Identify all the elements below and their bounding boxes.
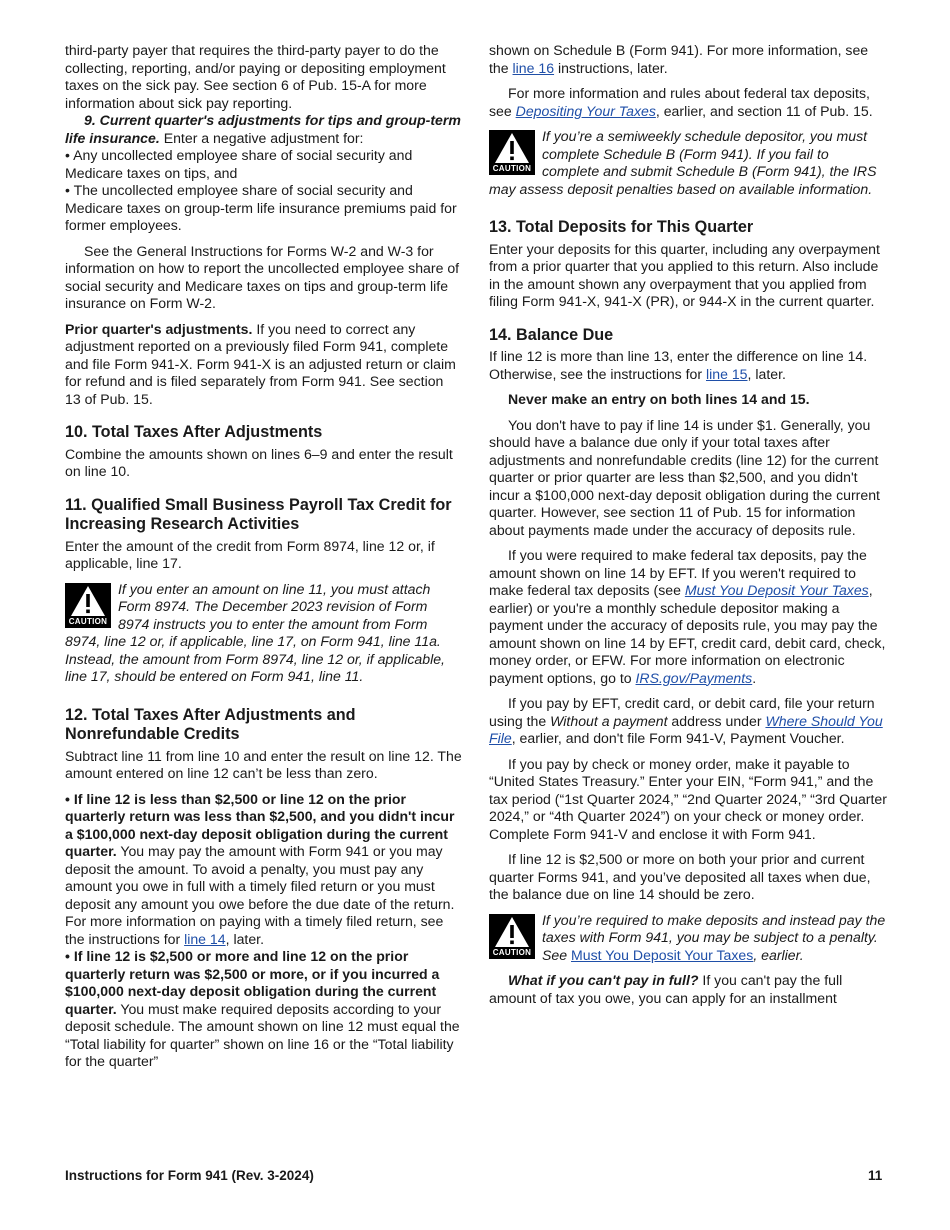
caution-icon [489, 130, 535, 175]
bullet-bold: If line 12 is $2,500 or more and line 12 on the prior quarterly return was $2,500 or more, or if you incurred a $100,000 next-day deposit obligation during the current quarter. [65, 948, 440, 1017]
line-11-paragraph: Enter the amount of the credit from Form 8974, line 12 or, if applicable, line 17. [65, 537, 435, 571]
caution-text: If you’re required to make deposits and instead pay the taxes with Form 941, you may be subject to a penalty. See [542, 911, 886, 963]
heading-line-13: 13. Total Deposits for This Quarter [489, 218, 754, 236]
depositing-your-taxes-link[interactable]: Depositing Your Taxes [515, 102, 656, 119]
deposit-rules-paragraph [489, 85, 887, 120]
caution-label: CAUTION [68, 616, 108, 626]
right-column [489, 42, 887, 1007]
check-payment-paragraph: If you pay by check or money order, make it payable to “United States Treasury.” Enter your EIN, “Form 941,” and the tax period (“1st Quarter 2024,” “2nd Quarter 2024,” “3rd Quarter 2024,” or “4th Quarter 2024”) on your check or money order. Complete Form 941-V and enclose it with Form 941. [489, 755, 887, 842]
text: . [752, 669, 757, 686]
never-entry-note: Never make an entry on both lines 14 and 15. [508, 391, 810, 407]
bullet-item [65, 791, 462, 949]
prior-quarter-title: Prior quarter's adjustments. [65, 320, 253, 337]
caution-icon [65, 583, 111, 628]
caution-text: If you’re a semiweekly schedule depositor, you must complete Schedule B (Form 941). If you fail to complete and submit Schedule B (Form 941), the IRS may assess deposit penalties based on available information. [489, 128, 877, 197]
bullet-text: The uncollected employee share of social security and Medicare taxes on group-term life insurance premiums paid for former employees. [65, 182, 457, 233]
text: If you were required to make federal tax deposits, pay the amount shown on line 14 by EFT. If you weren't required to make federal tax deposits (see [489, 547, 867, 598]
see-general-instructions: See the General Instructions for Forms W-2 and W-3 for information on how to report the uncollected employee share of social security and Medicare taxes on tips and group-term life insurance on Form W-2. [65, 242, 460, 311]
line-13-paragraph: Enter your deposits for this quarter, including any overpayment from a prior quarter that you applied to this return. Also include in the amount shown any overpayment that you applied from filing Form 941-X, 941-X (PR), or 944-X in the current quarter. [489, 240, 880, 309]
must-you-deposit-link[interactable]: Must You Deposit Your Taxes [684, 582, 869, 598]
under-one-dollar-paragraph: You don't have to pay if line 14 is under $1. Generally, you should have a balance due only if your total taxes after adjustments and nonrefundable credits (line 12) for the current quarter or prior quarter are less than $2,500, and you didn't incur a $100,000 next-day deposit obligation during the current quarter. However, see section 11 of Pub. 15 for information about payments made under the accuracy of deposits rule. [489, 416, 880, 538]
eft-paragraph [489, 547, 887, 687]
left-column [65, 42, 462, 1071]
text: If you pay by EFT, credit card, or debit card, file your return using the [489, 695, 875, 729]
caution-label: CAUTION [492, 947, 532, 957]
without-payment-text: Without a payment [550, 712, 668, 729]
bullet-item [65, 182, 462, 235]
text: If line 12 is more than line 13, enter the difference on line 14. Otherwise, see the instructions for [489, 348, 868, 382]
bullet-icon: • [65, 790, 70, 807]
pay-in-full-paragraph [489, 972, 887, 1007]
bullet-icon: • [65, 147, 70, 163]
item-9-paragraph [65, 112, 462, 147]
schedule-b-paragraph [489, 42, 887, 77]
heading-line-12: 12. Total Taxes After Adjustments and Nonrefundable Credits [65, 705, 356, 743]
balance-zero-paragraph: If line 12 is $2,500 or more on both your prior and current quarter Forms 941, and you’ve deposited all taxes when due, the balance due on line 14 should be zero. [489, 851, 871, 902]
bullet-bold: If line 12 is less than $2,500 or line 12 on the prior quarterly return was less than $2,500, and you didn't incur a $100,000 next-day deposit obligation during the current quarter. [65, 790, 455, 859]
card-payment-paragraph [489, 695, 887, 748]
prior-quarter-text: If you need to correct any adjustment reported on a previously filed Form 941, complete and file Form 941-X. Form 941-X is an adjusted return or claim for refund and is filed separately from Form 941. See section 13 of Pub. 15. [65, 320, 456, 407]
caution-text-end: , earlier. [753, 946, 804, 963]
item-9-title: 9. Current quarter's adjustments for tips and group-term life insurance. [65, 112, 461, 146]
text: instructions, later. [554, 59, 668, 76]
text: , earlier) or you're a monthly schedule depositor making a payment under the accuracy of deposits rule, you may pay the amount shown on line 14 by EFT, credit card, debit card, check, money order, or EFW. For more information on electronic payment options, go to [489, 582, 886, 686]
must-you-deposit-link[interactable]: Must You Deposit Your Taxes [571, 946, 754, 963]
bullet-item [65, 147, 462, 182]
where-should-you-file-link[interactable]: Where Should You File [489, 712, 883, 746]
line-12-paragraph: Subtract line 11 from line 10 and enter the result on line 12. The amount entered on line 12 can’t be less than zero. [65, 747, 462, 781]
text: If you can't pay the full amount of tax you owe, you can apply for an installment [489, 972, 843, 1006]
bullet-text-end: , later. [225, 930, 264, 947]
caution-icon [489, 914, 535, 959]
bullet-icon: • [65, 182, 70, 198]
line-14-paragraph [489, 348, 887, 383]
text: , later. [747, 365, 786, 382]
prior-quarter-paragraph [65, 321, 462, 409]
bullet-text: You may pay the amount with Form 941 or you may deposit the amount. To avoid a penalty, you must pay any amount you owe in full with a timely filed return or you must deposit any amount you owe before the due date of the return. For more information on paying with a timely filed return, see the instructions for [65, 843, 455, 947]
page-number: 11 [868, 1168, 883, 1183]
line-10-paragraph: Combine the amounts shown on lines 6–9 and enter the result on line 10. [65, 445, 453, 479]
bullet-text: Any uncollected employee share of social security and Medicare taxes on tips, and [65, 147, 413, 181]
footer-title: Instructions for Form 941 (Rev. 3-2024) [65, 1168, 314, 1183]
heading-line-11: 11. Qualified Small Business Payroll Tax Credit for Increasing Research Activities [65, 495, 452, 533]
bullet-icon: • [65, 948, 70, 964]
bullet-text: You must make required deposits according to your deposit schedule. The amount shown on line 12 must equal the “Total liability for quarter” shown on line 16 or the “Total liability for the quarter” [65, 1000, 460, 1069]
caution-box-penalty [489, 912, 887, 965]
caution-label: CAUTION [492, 164, 532, 173]
sick-pay-paragraph: third-party payer that requires the third-party payer to do the collecting, reporting, and/or paying or depositing employment taxes on the sick pay. See section 6 of Pub. 15-A for more information about sick pay reporting. [65, 42, 446, 111]
heading-line-14: 14. Balance Due [489, 325, 614, 344]
item-9-text: Enter a negative adjustment for: [159, 129, 364, 146]
caution-box-line-11 [65, 581, 462, 686]
caution-text: If you enter an amount on line 11, you must attach Form 8974. The December 2023 revision of Form 8974 instructs you to enter the amount from Form 8974, line 12 or, if applicable, line 17, on Form 941, line 11a. Instead, the amount from Form 8974, line 12 or, if applicable, line 17, should be entered on Form 941, line 11. [65, 580, 445, 684]
pay-in-full-title: What if you can't pay in full? [508, 972, 699, 988]
heading-line-10: 10. Total Taxes After Adjustments [65, 423, 323, 441]
line-15-link[interactable]: line 15 [705, 365, 748, 382]
text: , earlier, and don't file Form 941-V, Payment Voucher. [511, 730, 845, 746]
caution-box-semiweekly [489, 128, 887, 198]
text: , earlier, and section 11 of Pub. 15. [655, 102, 873, 119]
bullet-item [65, 948, 462, 1071]
text: shown on Schedule B (Form 941). For more information, see the [489, 42, 869, 76]
text: For more information and rules about federal tax deposits, see [489, 85, 870, 119]
irs-payments-link[interactable]: IRS.gov/Payments [635, 669, 753, 686]
line-16-link[interactable]: line 16 [512, 59, 555, 76]
text: address under [667, 712, 766, 729]
line-14-link[interactable]: line 14 [184, 930, 226, 947]
